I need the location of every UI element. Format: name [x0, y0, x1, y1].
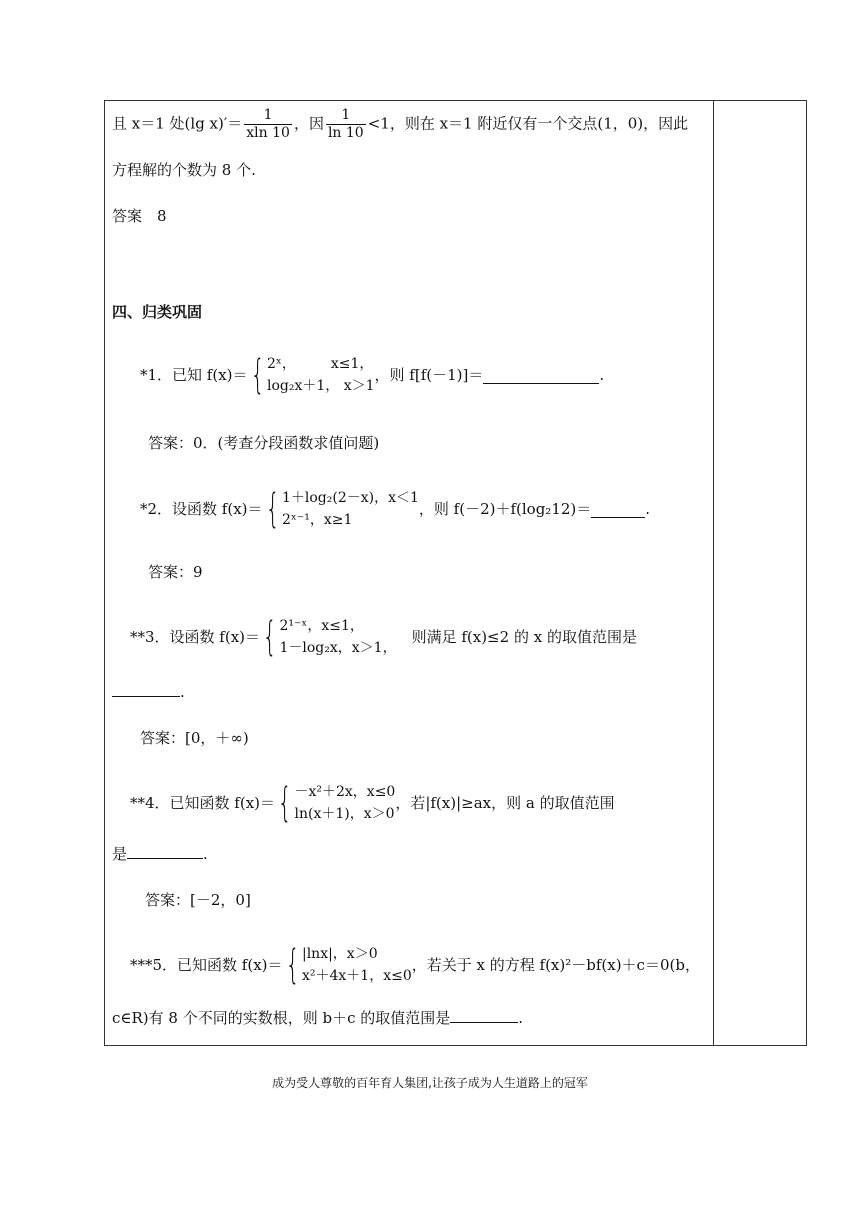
problem-4-line-2: 是 .	[112, 842, 208, 864]
answer-2: 答案：9	[148, 563, 203, 581]
piecewise-function-3: { 2¹⁻ˣ，x≤1， 1－log₂x，x＞1，	[262, 614, 397, 660]
piecewise-function-1: { 2ˣ， x≤1， log₂x＋1， x＞1	[250, 352, 375, 398]
problem-5-line-2: c∈R)有 8 个不同的实数根，则 b＋c 的取值范围是 .	[112, 1006, 523, 1028]
answer-blank-3	[112, 680, 180, 697]
continuation-line-1: 且 x＝1 处(lg x)′＝ $\frac{1}{xln 10}$ ，因 $\frac{1}{\ln 10}$ <1，则在 x＝1 附近仅有一个交点(1，0)，因此	[112, 107, 689, 141]
answer-blank-4	[127, 842, 203, 859]
problem-1: *1．已知 f(x)＝ { 2ˣ， x≤1， log₂x＋1， x＞1 ，则 f[f(－1)]＝ .	[140, 352, 605, 398]
section-title: 四、归类巩固	[112, 303, 203, 321]
problem-3-line-2: .	[112, 680, 185, 702]
answer-blank-2	[591, 501, 645, 518]
problem-2: *2．设函数 f(x)＝ { 1＋log₂(2－x)，x＜1 2ˣ⁻¹，x≥1 ，则 f(－2)＋f(log₂12)＝ .	[140, 486, 651, 532]
problem-4: **4．已知函数 f(x)＝ { －x²＋2x，x≤0 ln(x＋1)，x＞0 ，若|f(x)|≥ax，则 a 的取值范围	[130, 780, 615, 826]
piecewise-function-2: { 1＋log₂(2－x)，x＜1 2ˣ⁻¹，x≥1	[265, 486, 419, 532]
table-column-divider	[713, 100, 714, 1046]
continuation-line-2: 方程解的个数为 8 个.	[112, 161, 256, 179]
continuation-answer: 答案 8	[112, 207, 167, 225]
answer-1: 答案：0．(考查分段函数求值问题)	[148, 434, 380, 452]
fraction-1: $\frac{1}{xln 10}$	[246, 107, 290, 141]
page-footer: 成为受人尊敬的百年育人集团,让孩子成为人生道路上的冠军	[272, 1076, 588, 1090]
answer-3: 答案：[0，＋∞)	[140, 729, 249, 747]
answer-blank-1	[483, 367, 599, 384]
fraction-2: $\frac{1}{\ln 10}$	[327, 107, 364, 141]
piecewise-function-4: { －x²＋2x，x≤0 ln(x＋1)，x＞0	[277, 780, 396, 826]
piecewise-function-5: { |lnx|，x＞0 x²＋4x＋1，x≤0	[285, 942, 412, 988]
problem-3: **3．设函数 f(x)＝ { 2¹⁻ˣ，x≤1， 1－log₂x，x＞1， 则满足 f(x)≤2 的 x 的取值范围是	[130, 614, 637, 660]
answer-4: 答案：[－2，0]	[145, 891, 251, 909]
answer-blank-5	[450, 1006, 518, 1023]
problem-5: ***5．已知函数 f(x)＝ { |lnx|，x＞0 x²＋4x＋1，x≤0 ，若关于 x 的方程 f(x)²－bf(x)＋c＝0(b，	[130, 942, 700, 988]
